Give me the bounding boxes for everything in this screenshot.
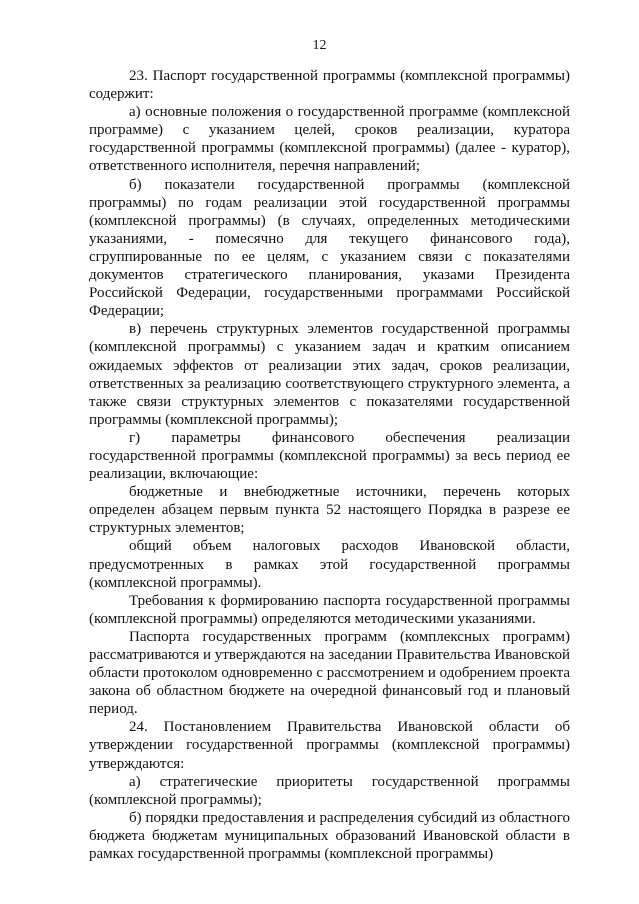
paragraph-23-g: г) параметры финансового обеспечения реализации государственной программы (комплексной программы) за весь период ее реализации, включающие: [89, 429, 570, 483]
paragraph-passport-requirements: Требования к формированию паспорта государственной программы (комплексной программы) определяются методическими указаниями. [89, 592, 570, 627]
paragraph-24-intro: 24. Постановлением Правительства Ивановской области об утверждении государственной программы (комплексной программы) утверждаются: [89, 719, 570, 772]
paragraph-budget-sources: бюджетные и внебюджетные источники, перечень которых определен абзацем первым пункта 52 настоящего Порядка в разрезе ее структурных элементов; [89, 484, 570, 537]
paragraph-passport-approval: Паспорта государственных программ (комплексных программ) рассматриваются и утверждаются на заседании Правительства Ивановской области протоколом одновременно с рассмотрением и одобрением проекта закона об областном бюджете на очередной финансовый год и плановый период. [89, 628, 570, 718]
paragraph-23-intro: 23. Паспорт государственной программы (комплексной программы) содержит: [89, 68, 570, 103]
paragraph-23-v: в) перечень структурных элементов государственной программы (комплексной программы) с указанием задач и кратким описанием ожидаемых эффектов от реализации этих задач, сроков реализации, ответственных за реализацию соответствующего структурного элемента, а также связи структурных элементов с показателями государственной программы (комплексной программы); [89, 321, 570, 428]
document-body [89, 67, 570, 863]
paragraph-23-a: а) основные положения о государственной программе (комплексной программе) с указанием целей, сроков реализации, куратора государственной программы (комплексной программы) (далее - куратор), ответственного исполнителя, перечня направлений; [89, 104, 570, 175]
paragraph-tax-expenses: общий объем налоговых расходов Ивановской области, предусмотренных в рамках этой государственной программы (комплексной программы). [89, 538, 570, 591]
paragraph-24-b: б) порядки предоставления и распределения субсидий из областного бюджета бюджетам муниципальных образований Ивановской области в рамках государственной программы (комплексной программы) [89, 809, 570, 863]
paragraph-24-a: а) стратегические приоритеты государственной программы (комплексной программы); [89, 773, 570, 808]
page-number: 12 [312, 38, 327, 53]
paragraph-23-b: б) показатели государственной программы (комплексной программы) по годам реализации этой государственной программы (комплексной программы) (в случаях, определенных методическими указаниями, - помесячно для текущего финансового года), сгруппированные по ее целям, с указанием связи с показателями документов стратегического планирования, указами Президента Российской Федерации, государственными программами Российской Федерации; [89, 176, 570, 320]
